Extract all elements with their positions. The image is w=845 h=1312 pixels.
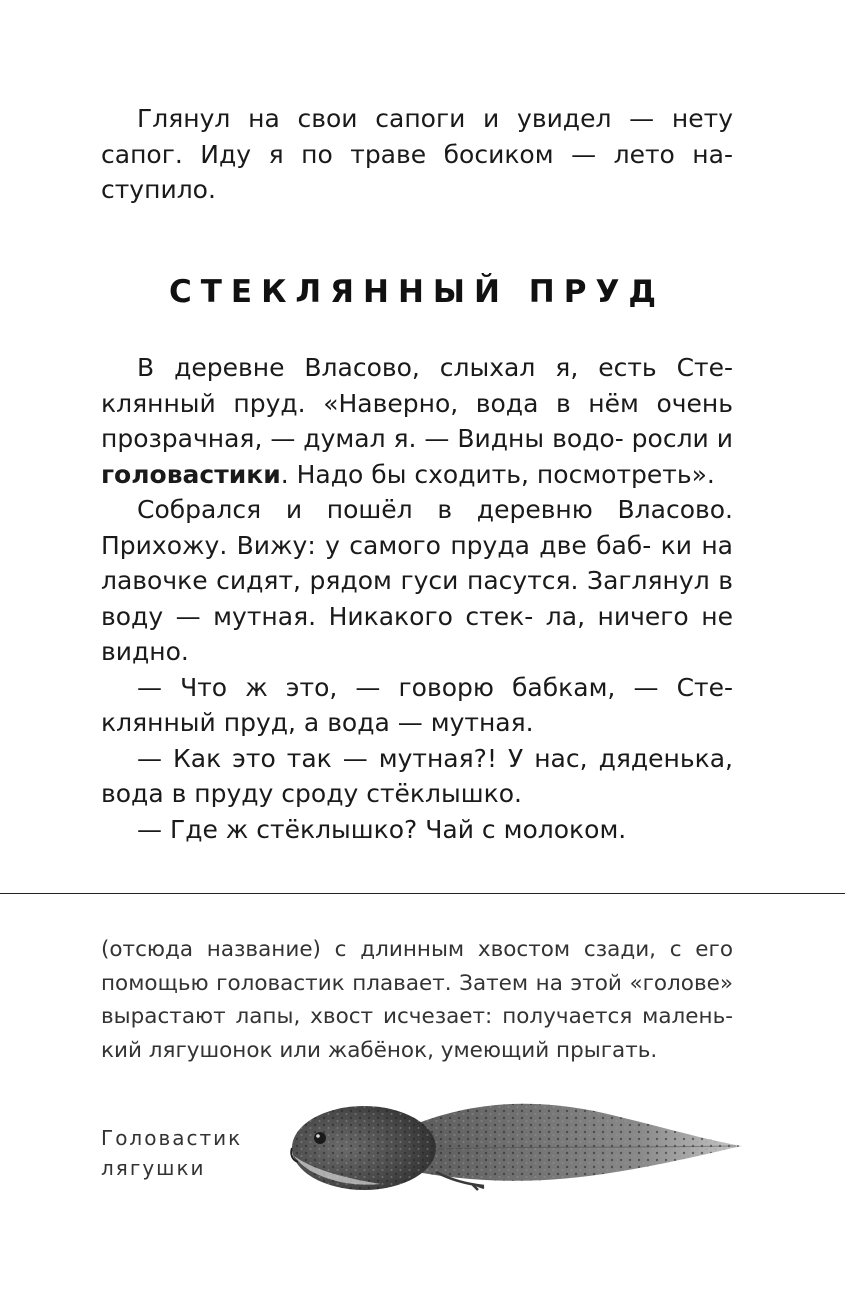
story-paragraph-2: Собрался и пошёл в деревню Власово. Прихожу. Вижу: у самого пруда две баб- ки на лавочке сидят, рядом гуси пасутся. Заглянул в воду — мутная. Никакого стек- ла, ничего не видно. <box>101 495 733 666</box>
intro-line-3: ступило. <box>101 175 216 204</box>
intro-line-1: Глянул на свои сапоги и увидел — нету <box>137 104 733 133</box>
story-paragraph-5: — Где ж стёклышко? Чай с молоком. <box>137 814 627 844</box>
chapter-heading: СТЕКЛЯННЫЙ ПРУД <box>169 274 665 310</box>
story-paragraph-3: — Что ж это, — говорю бабкам, — Сте- клянный пруд, а вода — мутная. <box>101 672 733 737</box>
illustration-caption <box>101 1123 242 1183</box>
story-body <box>101 350 733 847</box>
intro-line-2: сапог. Иду я по траве босиком — лето на- <box>101 139 733 169</box>
story-paragraph-4: — Как это так — мутная?! У нас, дяденька, вода в пруду сроду стёклышко. <box>101 743 733 808</box>
story-p1-bold: головастики <box>101 459 281 489</box>
tadpole-illustration <box>286 1088 746 1208</box>
footnote <box>101 933 733 1067</box>
footnote-text: (отсюда название) с длинным хвостом сзади, с его помощью головастик плавает. Затем на этой «голове» вырастают лапы, хвост исчезает: получается малень- кий лягушонок или жабёнок, умеющий прыгать. <box>101 937 733 1063</box>
story-paragraph-1 <box>101 350 733 492</box>
caption-line-2: лягушки <box>101 1156 206 1180</box>
intro-paragraph <box>101 101 733 208</box>
story-p1-before: В деревне Власово, слыхал я, есть Сте- клянный пруд. «Наверно, вода в нём очень прозрачная, — думал я. — Видны водо- росли и <box>101 353 733 453</box>
footnote-divider <box>0 893 845 894</box>
caption-line-1: Головастик <box>101 1126 243 1150</box>
intro-text <box>101 101 733 208</box>
tadpole-eye <box>314 1132 326 1144</box>
story-p1-after: . Надо бы сходить, посмотреть». <box>280 459 715 489</box>
